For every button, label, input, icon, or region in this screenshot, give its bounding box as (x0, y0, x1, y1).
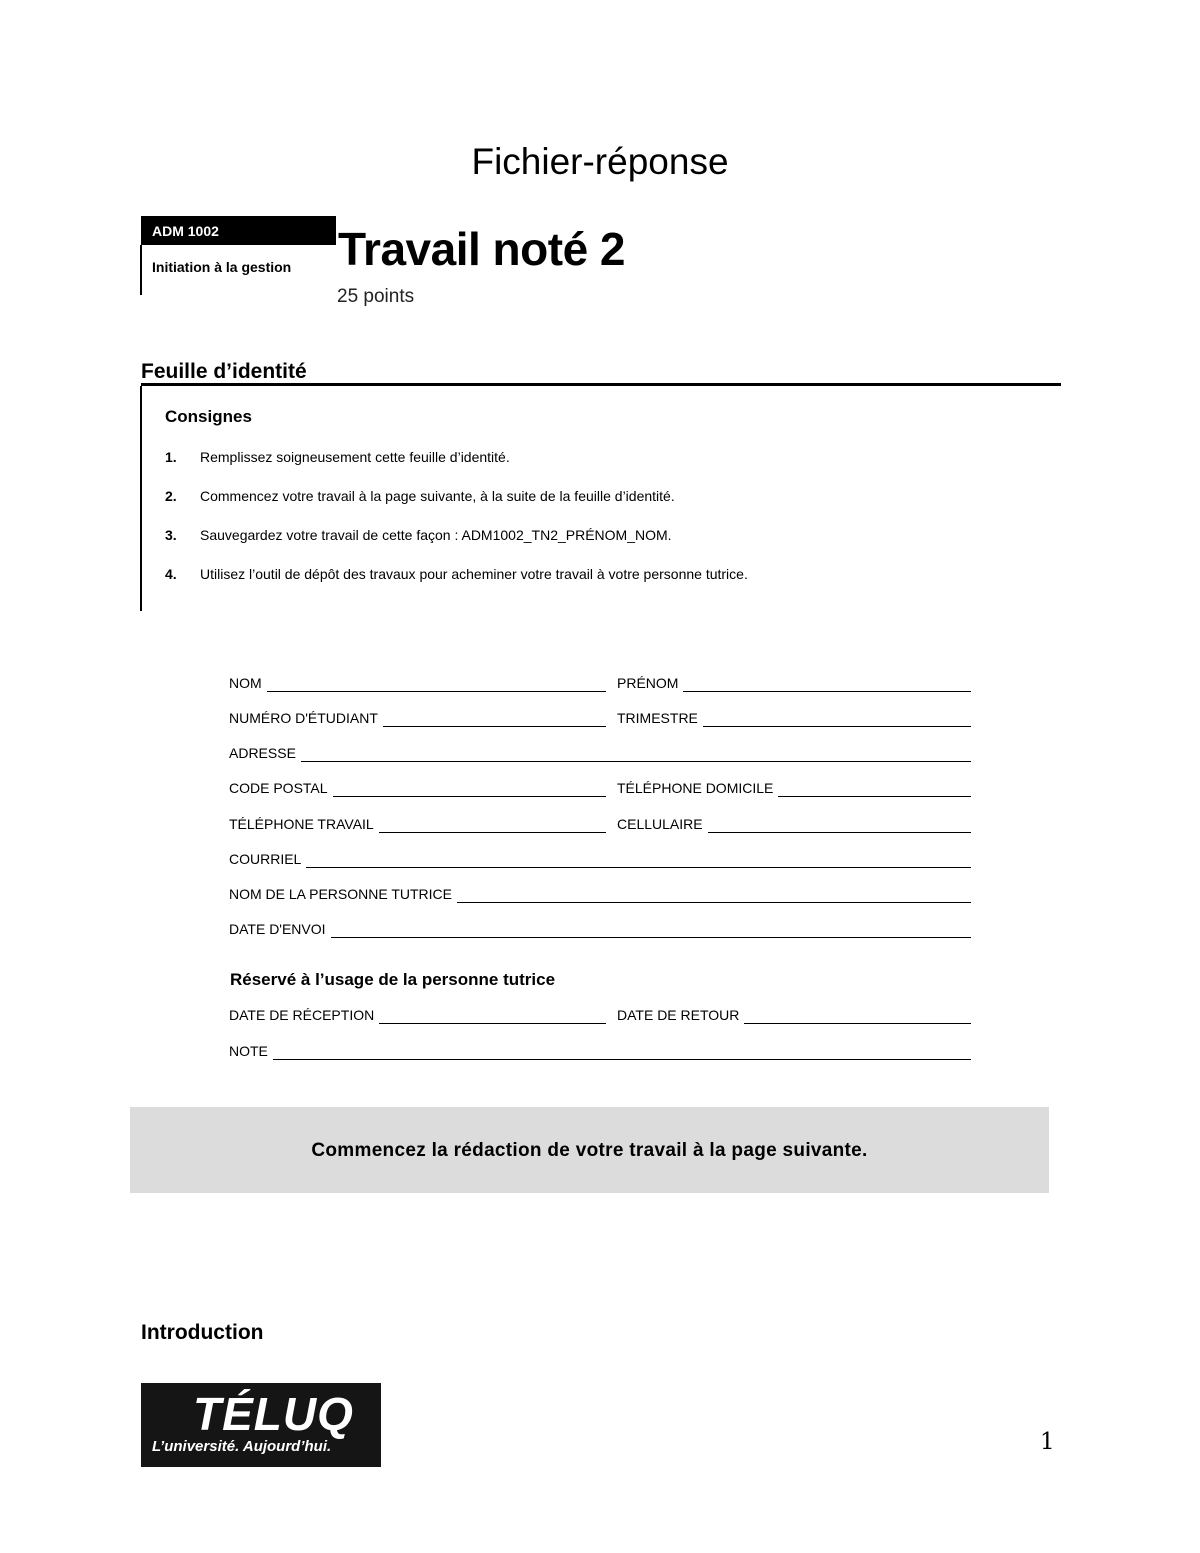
instructions-border (140, 386, 142, 611)
courriel-label: COURRIEL (229, 851, 302, 867)
telephone-travail-field[interactable] (229, 815, 606, 833)
instruction-number: 1. (165, 449, 177, 465)
telephone-travail-line[interactable] (379, 820, 606, 833)
prenom-label: PRÉNOM (617, 675, 679, 691)
section-title: Feuille d’identité (141, 360, 307, 383)
instruction-text: Commencez votre travail à la page suivante, à la suite de la feuille d’identité. (200, 488, 675, 504)
logo-tagline: L’université. Aujourd’hui. (152, 1438, 332, 1455)
note-label: NOTE (229, 1043, 268, 1059)
date-reception-field[interactable] (229, 1006, 606, 1024)
logo-wordmark: TÉLUQ (193, 1388, 354, 1440)
trimestre-label: TRIMESTRE (617, 710, 698, 726)
trimestre-field[interactable] (617, 709, 971, 727)
assignment-points: 25 points (337, 286, 415, 307)
nom-label: NOM (229, 675, 262, 691)
telephone-domicile-label: TÉLÉPHONE DOMICILE (617, 780, 774, 796)
date-retour-label: DATE DE RETOUR (617, 1007, 740, 1023)
date-retour-line[interactable] (744, 1011, 971, 1024)
page-number: 1 (1040, 1429, 1055, 1455)
assignment-title: Travail noté 2 (338, 223, 626, 275)
adresse-line[interactable] (301, 749, 971, 762)
prenom-field[interactable] (617, 674, 971, 692)
nom-field[interactable] (229, 674, 606, 692)
cellulaire-line[interactable] (708, 820, 971, 833)
instruction-number: 4. (165, 566, 177, 582)
date-reception-line[interactable] (379, 1011, 606, 1024)
instruction-text: Sauvegardez votre travail de cette façon : ADM1002_TN2_PRÉNOM_NOM. (200, 527, 672, 543)
instructions-title: Consignes (165, 407, 252, 426)
courriel-field[interactable] (229, 850, 971, 868)
code-postal-field[interactable] (229, 779, 606, 797)
adresse-field[interactable] (229, 744, 971, 762)
date-reception-label: DATE DE RÉCEPTION (229, 1007, 375, 1023)
instruction-text: Remplissez soigneusement cette feuille d’identité. (200, 449, 510, 465)
code-postal-line[interactable] (333, 784, 606, 797)
nom-tuteur-line[interactable] (457, 890, 971, 903)
cellulaire-label: CELLULAIRE (617, 816, 703, 832)
banner-text: Commencez la rédaction de votre travail à la page suivante. (311, 1140, 868, 1161)
nom-tuteur-label: NOM DE LA PERSONNE TUTRICE (229, 886, 453, 902)
date-envoi-field[interactable] (229, 920, 971, 938)
courriel-line[interactable] (306, 855, 971, 868)
note-field[interactable] (229, 1042, 971, 1060)
instruction-number: 3. (165, 527, 177, 543)
instruction-number: 2. (165, 488, 177, 504)
numero-etudiant-field[interactable] (229, 709, 606, 727)
page-title: Fichier-réponse (471, 141, 729, 182)
instruction-text: Utilisez l’outil de dépôt des travaux pour acheminer votre travail à votre personne tutrice. (200, 566, 748, 582)
telephone-domicile-field[interactable] (617, 779, 971, 797)
nom-line[interactable] (267, 679, 606, 692)
code-postal-label: CODE POSTAL (229, 780, 328, 796)
course-name: Initiation à la gestion (152, 259, 292, 275)
note-line[interactable] (273, 1047, 971, 1060)
date-retour-field[interactable] (617, 1006, 971, 1024)
reserved-title: Réservé à l’usage de la personne tutrice (230, 970, 556, 989)
section-divider (141, 383, 1061, 386)
cellulaire-field[interactable] (617, 815, 971, 833)
date-envoi-label: DATE D'ENVOI (229, 921, 326, 937)
course-code: ADM 1002 (152, 223, 219, 239)
adresse-label: ADRESSE (229, 745, 296, 761)
numero-etudiant-label: NUMÉRO D'ÉTUDIANT (229, 710, 378, 726)
telephone-travail-label: TÉLÉPHONE TRAVAIL (229, 816, 374, 832)
date-envoi-line[interactable] (331, 925, 971, 938)
trimestre-line[interactable] (703, 714, 971, 727)
telephone-domicile-line[interactable] (778, 784, 971, 797)
numero-etudiant-line[interactable] (383, 714, 606, 727)
introduction-title: Introduction (141, 1321, 264, 1344)
nom-tuteur-field[interactable] (229, 885, 971, 903)
course-box-border (140, 245, 142, 295)
prenom-line[interactable] (683, 679, 971, 692)
